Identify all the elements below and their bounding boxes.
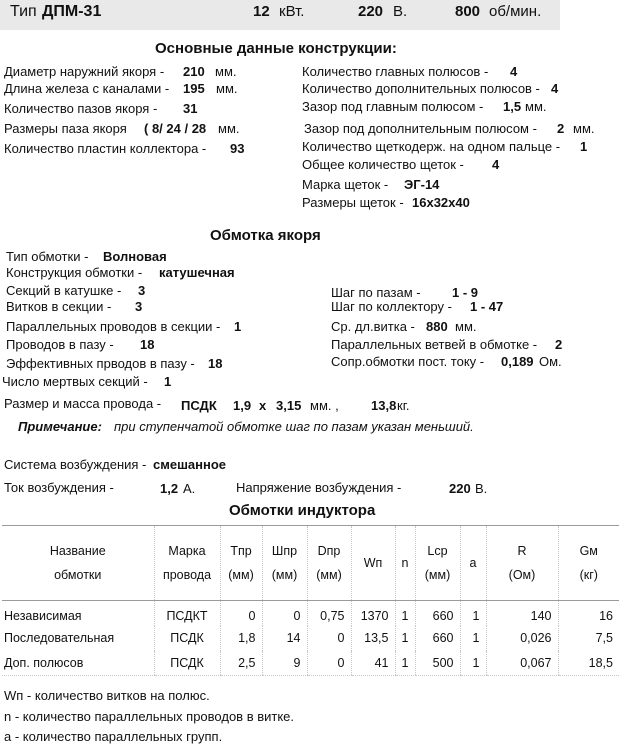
note-label: Примечание: — [18, 419, 102, 434]
brush-count-label: Общее количество щеток - — [302, 157, 464, 172]
cell-w: 9 — [262, 651, 307, 676]
dc-resistance-value: 0,189 — [501, 354, 534, 369]
cell-w: 0 — [262, 601, 307, 626]
sections-per-coil-label: Секций в катушке - — [6, 283, 122, 298]
parallel-wires-label: Параллельных проводов в секции - — [6, 319, 221, 334]
cell-brand: ПСДК — [154, 626, 220, 651]
cell-name: Доп. полюсов — [2, 651, 154, 676]
cell-name: Последовательная — [4, 631, 115, 645]
aux-gap-label: Зазор под дополнительным полюсом - — [304, 121, 537, 136]
cell-a: 1 — [460, 626, 486, 651]
brush-grade-label: Марка щеток - — [302, 177, 389, 192]
cell-n: 1 — [395, 601, 415, 626]
main-gap-unit: мм. — [525, 99, 547, 114]
cell-r: 140 — [486, 601, 558, 626]
cell-brand: ПСДКТ — [154, 601, 220, 626]
power-value: 12 — [253, 3, 270, 20]
core-length-value: 195 — [183, 81, 205, 96]
table-row — [2, 601, 619, 626]
cell-brand: ПСДК — [154, 651, 220, 676]
wire-dim-b: 3,15 — [276, 398, 302, 413]
wire-mass-value: 13,8 — [371, 398, 397, 413]
col-header-lcp: Lср (мм) — [415, 526, 460, 601]
power-unit: кВт. — [279, 3, 305, 20]
winding-type-value: Волновая — [103, 249, 167, 264]
commutator-bars-value: 93 — [230, 141, 245, 156]
note-text: при ступенчатой обмотке шаг по пазам указан меньший. — [114, 419, 474, 434]
parallel-wires-value: 1 — [234, 319, 242, 334]
mean-turn-value: 880 — [426, 319, 448, 334]
cell-d: 0 — [307, 626, 351, 651]
commutator-pitch-label: Шаг по коллектору - — [331, 299, 452, 314]
construction-title: Основные данные конструкции: — [155, 40, 397, 57]
slot-pitch-value: 1 - 9 — [452, 285, 479, 300]
excitation-voltage-value: 220 — [449, 481, 471, 496]
aux-poles-label: Количество дополнительных полюсов - — [302, 81, 540, 96]
excitation-system-value: смешанное — [153, 457, 227, 472]
turns-per-section-label: Витков в секции - — [6, 299, 112, 314]
cell-lcp: 660 — [415, 601, 460, 626]
aux-gap-unit: мм. — [573, 121, 595, 136]
commutator-bars-label: Количество пластин коллектора - — [4, 141, 207, 156]
cell-d: 0 — [307, 651, 351, 676]
mean-turn-unit: мм. — [455, 319, 477, 334]
table-header-row — [2, 526, 619, 601]
slot-size-label: Размеры паза якоря — [4, 121, 127, 136]
cell-r: 0,067 — [486, 651, 558, 676]
inductor-title: Обмотки индуктора — [229, 502, 376, 519]
voltage-unit: В. — [393, 3, 408, 20]
brush-holders-label: Количество щеткодерж. на одном пальце - — [302, 139, 561, 154]
dc-resistance-unit: Ом. — [539, 354, 562, 369]
effective-wires-value: 18 — [208, 356, 223, 371]
slot-pitch-label: Шаг по пазам - — [331, 285, 421, 300]
outer-diameter-unit: мм. — [215, 64, 237, 79]
cell-r: 0,026 — [486, 626, 558, 651]
cell-gm: 7,5 — [558, 626, 619, 651]
aux-poles-value: 4 — [551, 81, 559, 96]
brush-grade-value: ЭГ-14 — [404, 177, 440, 192]
cell-d: 0,75 — [307, 601, 351, 626]
motor-type: ДПМ-31 — [42, 3, 102, 20]
col-header-gm: Gм (кг) — [558, 526, 619, 601]
footnote-a: a - количество параллельных групп. — [4, 729, 223, 744]
col-header-d: Dпр (мм) — [307, 526, 351, 601]
cell-lcp: 500 — [415, 651, 460, 676]
mean-turn-label: Ср. дл.витка - — [331, 319, 415, 334]
type-prefix: Тип — [10, 3, 37, 20]
col-header-r: R (Ом) — [486, 526, 558, 601]
main-gap-label: Зазор под главным полюсом - — [302, 99, 484, 114]
sections-per-coil-value: 3 — [138, 283, 146, 298]
slot-size-value: ( 8/ 24 / 28 — [144, 121, 207, 136]
main-poles-value: 4 — [510, 64, 518, 79]
excitation-voltage-label: Напряжение возбуждения - — [236, 480, 402, 495]
winding-design-value: катушечная — [159, 265, 235, 280]
main-poles-label: Количество главных полюсов - — [302, 64, 489, 79]
dc-resistance-label: Сопр.обмотки пост. току - — [331, 354, 485, 369]
col-header-t: Tпр (мм) — [220, 526, 262, 601]
slot-size-unit: мм. — [218, 121, 240, 136]
footnote-n: n - количество параллельных проводов в витке. — [4, 709, 295, 724]
cell-w: 14 — [262, 626, 307, 651]
cell-wp: 1370 — [351, 601, 395, 626]
wire-dim-x: х — [259, 398, 267, 413]
cell-lcp: 660 — [415, 626, 460, 651]
cell-t: 1,8 — [220, 626, 262, 651]
cell-t: 0 — [220, 601, 262, 626]
brush-count-value: 4 — [492, 157, 500, 172]
core-length-unit: мм. — [216, 81, 238, 96]
commutator-pitch-value: 1 - 47 — [470, 299, 504, 314]
main-gap-value: 1,5 — [503, 99, 522, 114]
cell-n: 1 — [395, 651, 415, 676]
armature-title: Обмотка якоря — [210, 227, 321, 244]
core-length-label: Длина железа с каналами - — [4, 81, 170, 96]
winding-type-label: Тип обмотки - — [6, 249, 89, 264]
col-header-wp: Wп — [351, 526, 395, 601]
parallel-branches-value: 2 — [555, 337, 563, 352]
brush-holders-value: 1 — [580, 139, 588, 154]
dead-sections-value: 1 — [164, 374, 172, 389]
wire-mass-unit: кг. — [397, 398, 410, 413]
cell-a: 1 — [460, 651, 486, 676]
col-header-w: Шпр (мм) — [262, 526, 307, 601]
wire-dim-a: 1,9 — [233, 398, 252, 413]
excitation-system-label: Система возбуждения - — [4, 457, 147, 472]
brush-size-label: Размеры щеток - — [302, 195, 404, 210]
brush-size-value: 16х32х40 — [412, 195, 470, 210]
cell-gm: 18,5 — [558, 651, 619, 676]
winding-design-label: Конструкция обмотки - — [6, 265, 143, 280]
excitation-current-unit: А. — [183, 481, 196, 496]
cell-wp: 41 — [351, 651, 395, 676]
footnote-wp: Wп - количество витков на полюс. — [4, 688, 210, 703]
slot-count-label: Количество пазов якоря - — [4, 101, 158, 116]
excitation-current-label: Ток возбуждения - — [4, 480, 114, 495]
table-row — [2, 626, 619, 651]
slot-count-value: 31 — [183, 101, 198, 116]
cell-name: Независимая — [4, 609, 82, 624]
aux-gap-value: 2 — [557, 121, 565, 136]
cell-gm: 16 — [558, 601, 619, 626]
cell-n: 1 — [395, 626, 415, 651]
wire-brand: ПСДК — [181, 398, 217, 413]
cell-wp: 13,5 — [351, 626, 395, 651]
excitation-voltage-unit: В. — [475, 481, 488, 496]
wires-per-slot-value: 18 — [140, 337, 155, 352]
outer-diameter-value: 210 — [183, 64, 205, 79]
cell-a: 1 — [460, 601, 486, 626]
dead-sections-label: Число мертвых секций - — [2, 374, 148, 389]
wire-dim-unit: мм. , — [310, 398, 339, 413]
inductor-table — [2, 525, 619, 676]
outer-diameter-label: Диаметр наружний якоря - — [4, 64, 165, 79]
col-header-brand: Марка провода — [154, 526, 220, 601]
parallel-branches-label: Параллельных ветвей в обмотке - — [331, 337, 538, 352]
effective-wires-label: Эффективных прводов в пазу - — [6, 356, 195, 371]
voltage-value: 220 — [358, 3, 384, 20]
col-header-n: n — [395, 526, 415, 601]
speed-value: 800 — [455, 3, 481, 20]
turns-per-section-value: 3 — [135, 299, 143, 314]
col-header-a: a — [460, 526, 486, 601]
wire-spec-label: Размер и масса провода - — [4, 396, 162, 411]
col-header-name: Название обмотки — [2, 526, 154, 601]
cell-t: 2,5 — [220, 651, 262, 676]
speed-unit: об/мин. — [489, 3, 542, 20]
wires-per-slot-label: Проводов в пазу - — [6, 337, 114, 352]
table-row — [2, 651, 619, 676]
excitation-current-value: 1,2 — [160, 481, 179, 496]
